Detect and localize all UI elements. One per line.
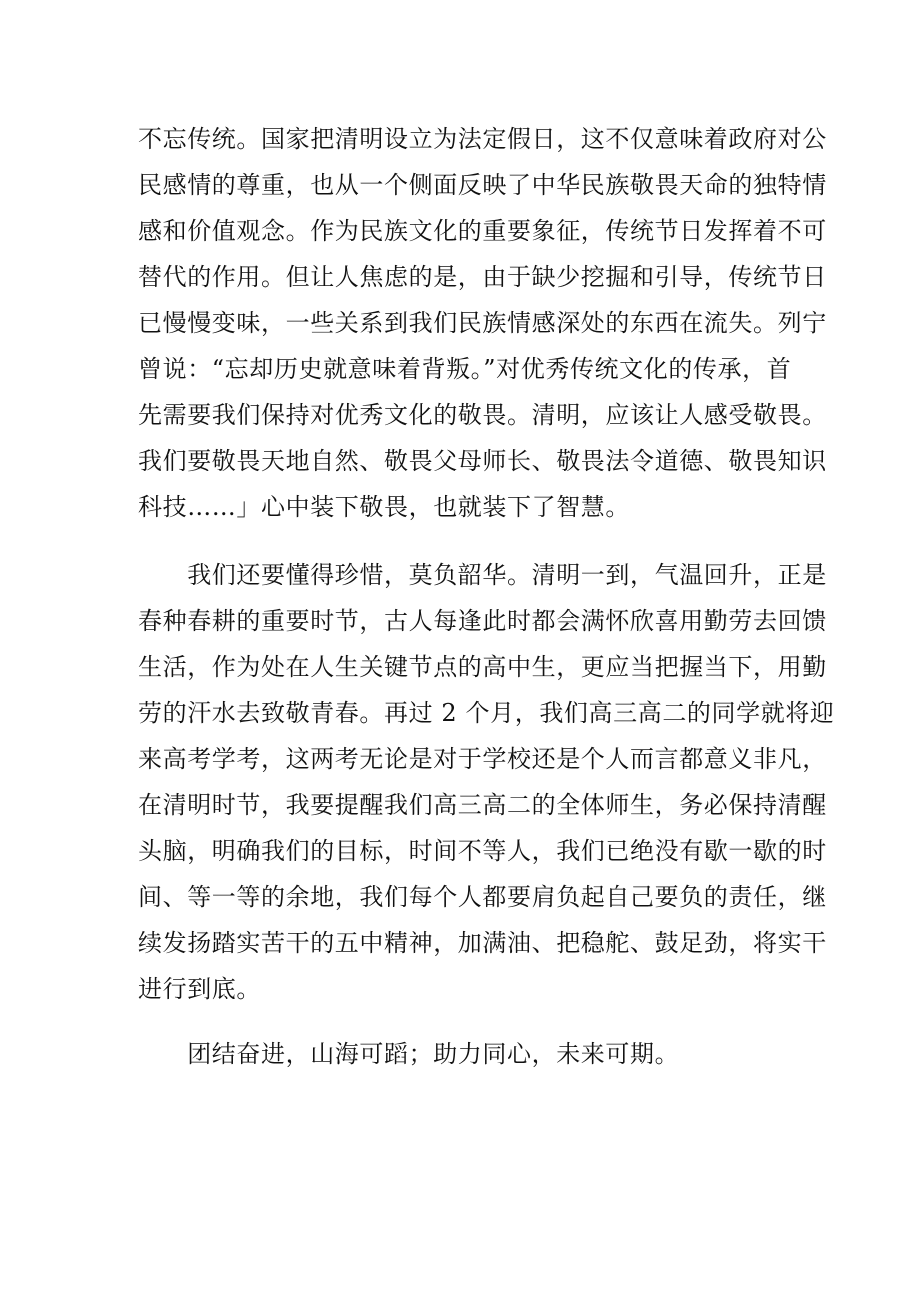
paragraph-line: 头脑，明确我们的目标，时间不等人，我们已绝没有歇一歇的时: [138, 837, 827, 865]
paragraph-line: 来高考学考，这两考无论是对于学校还是个人而言都意义非凡，: [138, 745, 827, 773]
paragraph-line: 已慢慢变味，一些关系到我们民族情感深处的东西在流失。列宁: [138, 309, 827, 337]
paragraph-line: 在清明时节，我要提醒我们高三高二的全体师生，务必保持清醒: [138, 791, 827, 819]
paragraph-line: 不忘传统。国家把清明设立为法定假日，这不仅意味着政府对公: [138, 125, 827, 153]
paragraph-line: 生活，作为处在人生关键节点的高中生，更应当把握当下，用勤: [138, 653, 827, 681]
paragraph-line: 先需要我们保持对优秀文化的敬畏。清明，应该让人感受敬畏。: [138, 401, 827, 429]
paragraph-line: 科技……」心中装下敬畏，也就装下了智慧。: [138, 493, 630, 521]
paragraph-tradition: [138, 116, 827, 530]
paragraph-line: 感和价值观念。作为民族文化的重要象征，传统节日发挥着不可: [138, 217, 827, 245]
paragraph-cherish-time: [138, 552, 835, 1012]
paragraph-line: 团结奋进，山海可蹈；助力同心，未来可期。: [138, 1040, 680, 1068]
paragraph-line: 曾说：“忘却历史就意味着背叛。”对优秀传统文化的传承，首: [138, 355, 792, 383]
paragraph-line: 续发扬踏实苦干的五中精神，加满油、把稳舵、鼓足劲，将实干: [138, 929, 827, 957]
paragraph-line: 民感情的尊重，也从一个侧面反映了中华民族敬畏天命的独特情: [138, 171, 827, 199]
paragraph-closing: [138, 1031, 798, 1077]
paragraph-line: 进行到底。: [138, 975, 261, 1003]
paragraph-line: 我们还要懂得珍惜，莫负韶华。清明一到，气温回升，正是: [138, 561, 827, 589]
paragraph-line: 春种春耕的重要时节，古人每逢此时都会满怀欣喜用勤劳去回馈: [138, 607, 827, 635]
paragraph-line: 替代的作用。但让人焦虑的是，由于缺少挖掘和引导，传统节日: [138, 263, 827, 291]
paragraph-line: 间、等一等的余地，我们每个人都要肩负起自己要负的责任，继: [138, 883, 827, 911]
paragraph-line: 劳的汗水去致敬青春。再过 2 个月，我们高三高二的同学就将迎: [138, 699, 835, 727]
paragraph-line: 我们要敬畏天地自然、敬畏父母师长、敬畏法令道德、敬畏知识: [138, 447, 827, 475]
